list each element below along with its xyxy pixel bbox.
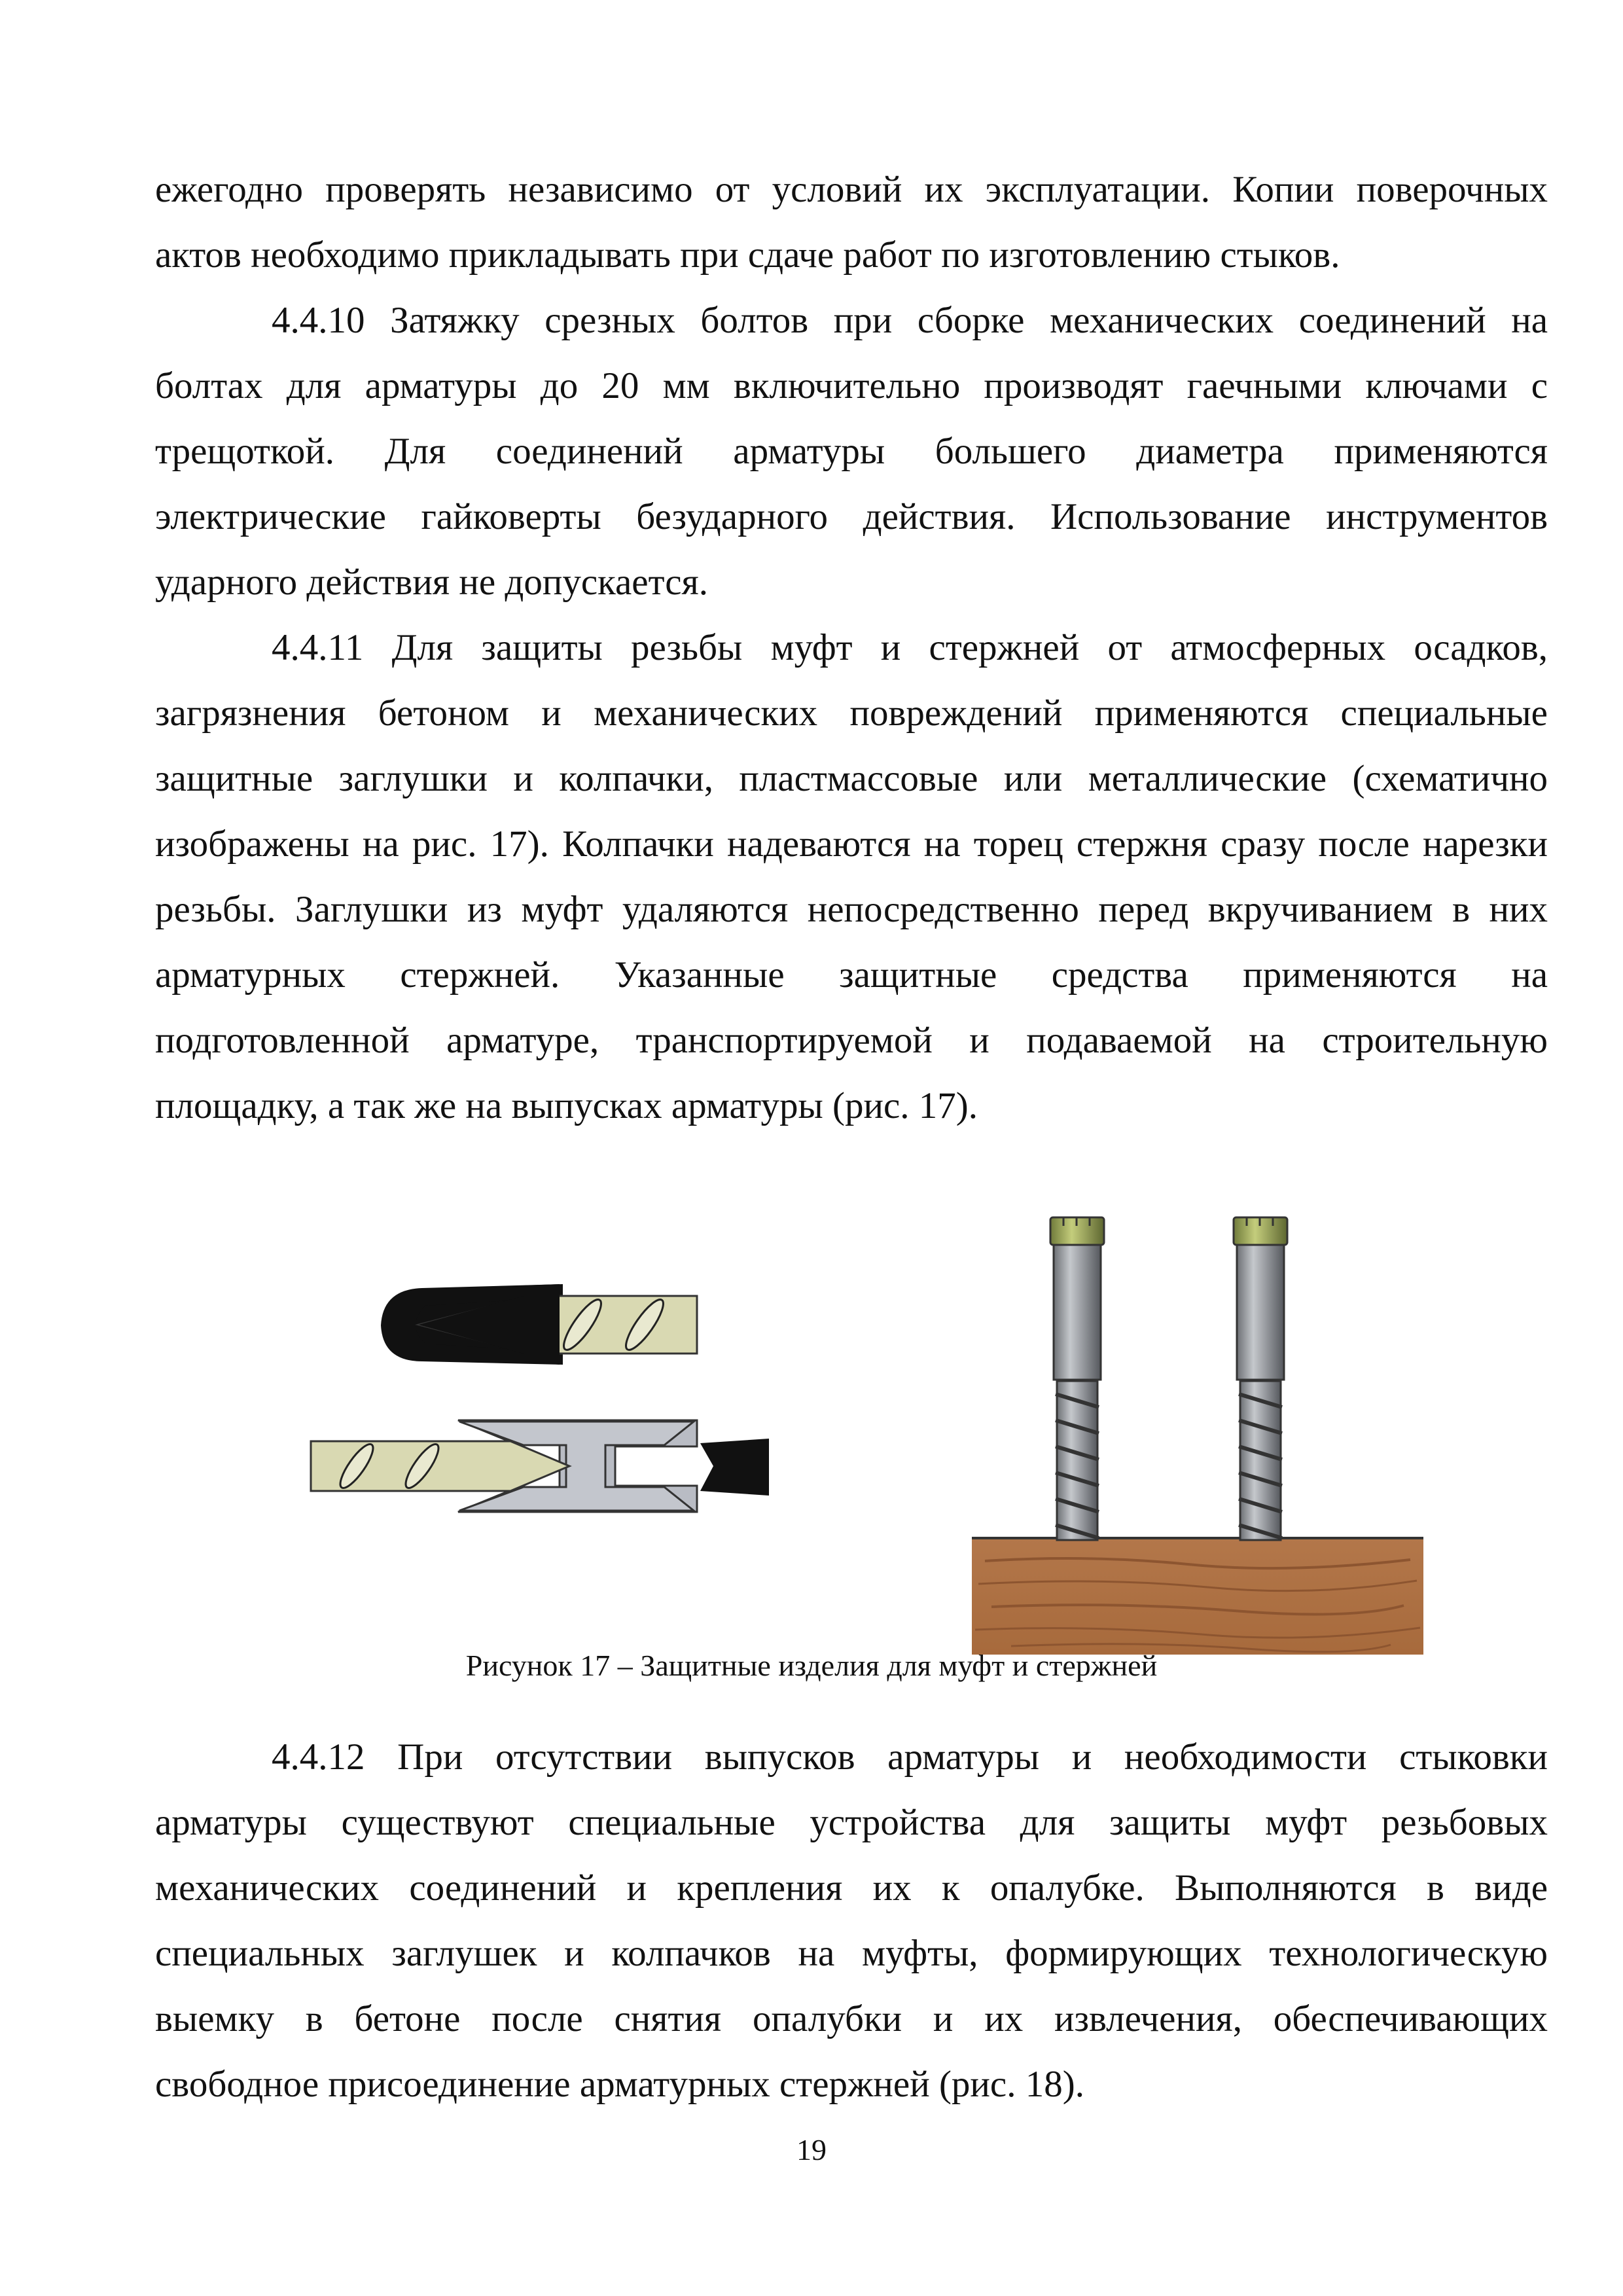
section-4-4-11-line-4: изображены на рис. 17). Колпачки надеваются на торец стержня сразу после нарезки [155,823,1548,865]
coupler-with-plug [311,1420,769,1512]
concrete-base [972,1538,1423,1655]
coupler-assembly-left [1050,1217,1104,1540]
paragraph-intro-line-1: ежегодно проверять независимо от условий их эксплуатации. Копии поверочных [155,169,1548,210]
figure-rebar-outlets-with-caps [972,1214,1423,1659]
coupler-assembly-right [1234,1217,1287,1540]
paragraph-intro-line-2: актов необходимо прикладывать при сдаче работ по изготовлению стыков. [155,234,1340,276]
section-4-4-11-line-2: загрязнения бетоном и механических повреждений применяются специальные [155,692,1548,734]
section-4-4-11-line-6: арматурных стержней. Указанные защитные средства применяются на [155,954,1548,996]
section-4-4-10-line-1: 4.4.10 Затяжку срезных болтов при сборке механических соединений на [272,300,1548,341]
figure-caption: Рисунок 17 – Защитные изделия для муфт и стержней [465,1649,1158,1682]
section-4-4-10-line-4: электрические гайковерты безударного действия. Использование инструментов [155,496,1548,537]
rebar-with-cap [373,1284,697,1365]
section-4-4-11-line-3: защитные заглушки и колпачки, пластмассовые или металлические (схематично [155,758,1548,799]
section-4-4-11-line-7: подготовленной арматуре, транспортируемой и подаваемой на строительную [155,1020,1548,1061]
section-4-4-11-line-1: 4.4.11 Для защиты резьбы муфт и стержней от атмосферных осадков, [272,627,1548,668]
section-4-4-12-line-5: выемку в бетоне после снятия опалубки и их извлечения, обеспечивающих [155,1998,1548,2039]
section-4-4-12-line-3: механических соединений и крепления их к опалубке. Выполняются в виде [155,1867,1548,1909]
page-number: 19 [796,2133,827,2166]
section-4-4-12-line-6: свободное присоединение арматурных стержней (рис. 18). [155,2064,1084,2105]
section-4-4-10-line-2: болтах для арматуры до 20 мм включительно производят гаечными ключами с [155,365,1548,406]
section-4-4-12-line-4: специальных заглушек и колпачков на муфты, формирующих технологическую [155,1933,1548,1974]
section-4-4-12-line-1: 4.4.12 При отсутствии выпусков арматуры и необходимости стыковки [272,1736,1548,1778]
figure-schematic-cap-and-plug [308,1270,779,1532]
section-4-4-10-line-5: ударного действия не допускается. [155,562,708,603]
section-4-4-11-line-8: площадку, а так же на выпусках арматуры (рис. 17). [155,1085,978,1126]
section-4-4-12-line-2: арматуры существуют специальные устройства для защиты муфт резьбовых [155,1802,1548,1843]
section-4-4-11-line-5: резьбы. Заглушки из муфт удаляются непосредственно перед вкручиванием в них [155,889,1548,930]
section-4-4-10-line-3: трещоткой. Для соединений арматуры большего диаметра применяются [155,431,1548,472]
